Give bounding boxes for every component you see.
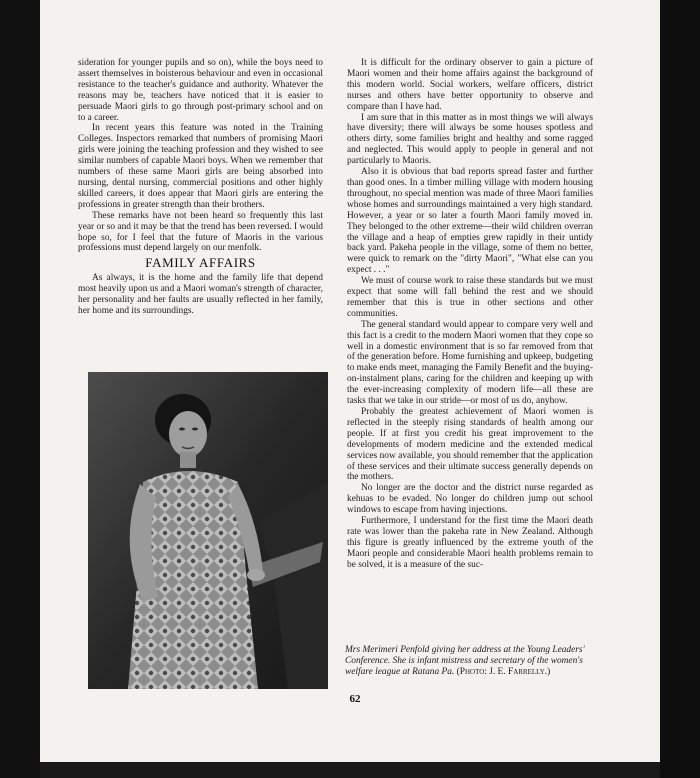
photo-credit: (Photo: J. E. Farrelly.) (456, 667, 551, 677)
right-paragraph-6: Probably the greatest achievement of Maori women is reflected in the steeply rising standards of health among our people. If at first you credit his great improvement to the developments of modern medicine and the extended medical services now available, you should remember that the application of these services and their ultimate success generally depends on the mothers. (347, 407, 593, 483)
left-paragraph-4: As always, it is the home and the family life that depend most heavily upon us and a Maori woman's strength of character, her personality and her faults are usually reflected in her family, her home and its surroundings. (78, 273, 323, 316)
right-paragraph-4: We must of course work to raise these standards but we must expect that some will fall behind the rest and we should remember that this is true in other sections and other communities. (347, 276, 593, 319)
speaker-photo-image (88, 372, 328, 689)
left-paragraph-3: These remarks have not been heard so frequently this last year or so and it may be that the trend has been reversed. I would hope so, for I feel that the future of Maoris in the various professions must depend largely on our menfolk. (78, 210, 323, 254)
right-paragraph-1: It is difficult for the ordinary observer to gain a picture of Maori women and their home affairs against the background of this modern world. Social workers, welfare officers, district nurses and others have better opportunity to observe and compare than I have had. (347, 58, 593, 112)
left-paragraph-1: sideration for younger pupils and so on), while the boys need to assert themselves in boisterous behaviour and even in occasional resistance to the teacher's guidance and authority. Whatever the reasons may be, teachers have noticed that it is easier to persuade Maori girls to go through post-primary school and on to a career. (78, 58, 323, 123)
right-column (347, 58, 593, 571)
section-heading: FAMILY AFFAIRS (145, 255, 256, 271)
page-number: 62 (349, 693, 361, 705)
photo-caption (345, 645, 595, 678)
speaker-photo (88, 372, 328, 689)
left-column (78, 58, 323, 317)
right-paragraph-8: Furthermore, I understand for the first time the Maori death rate was lower than the pakeha rate in New Zealand. Although this figure is greatly influenced by the extreme youth of the Maori people and considerable Maori health problems remain to be solved, it is a measure of the suc- (347, 516, 593, 570)
scan-border-left (0, 0, 40, 778)
right-paragraph-5: The general standard would appear to compare very well and this fact is a credit to the modern Maori women that they cope so well in a domestic environment that is so far removed from that of the generation before. Home furnishing and upkeep, budgeting to make ends meet, managing the Family Benefit and the buying-on-instalment plans, caring for the children and keeping up with the ever-increasing complexity of modern life—all these are tasks that we take in our stride—or most of us do, anyhow. (347, 319, 593, 407)
scan-border-right (660, 0, 700, 778)
left-paragraph-2: In recent years this feature was noted in the Training Colleges. Inspectors remarked that numbers of promising Maori girls were joining the teaching profession and they wished to see similar numbers of capable Maori boys. When we remember that numbers of these same Maori girls are being absorbed into nursing, dental nursing, commercial positions and other highly skilled careers, it does appear that Maori girls are entering the professions in greater strength than their brothers. (78, 123, 323, 210)
right-paragraph-7: No longer are the doctor and the district nurse regarded as kehuas to be evaded. No longer do children jump out school windows to escape from having injections. (347, 483, 593, 516)
right-paragraph-3: Also it is obvious that bad reports spread faster and further than good ones. In a timber milling village with modern housing throughout, no special mention was made of three Maori families whose homes and surroundings maintained a very high standard. However, a year or so later a fourth Maori family moved in. They belonged to the other extreme—their wild children overran the village and a heap of empties grew rapidly in their untidy back yard. Pakeha people in the village, some of them no better, were quick to remark on the "dirty Maori", "What else can you expect . . ." (347, 167, 593, 276)
right-paragraph-2: I am sure that in this matter as in most things we will always have diversity; there will always be some houses spotless and others dirty, some families bright and healthy and some ragged and neglected. This would apply to people in general and not particularly to Maoris. (347, 112, 593, 167)
caption-text: Mrs Merimeri Penfold giving her address at the Young Leaders' Conference. She is infant mistress and secretary of the women's welfare league at Ratana Pa. (345, 645, 585, 677)
